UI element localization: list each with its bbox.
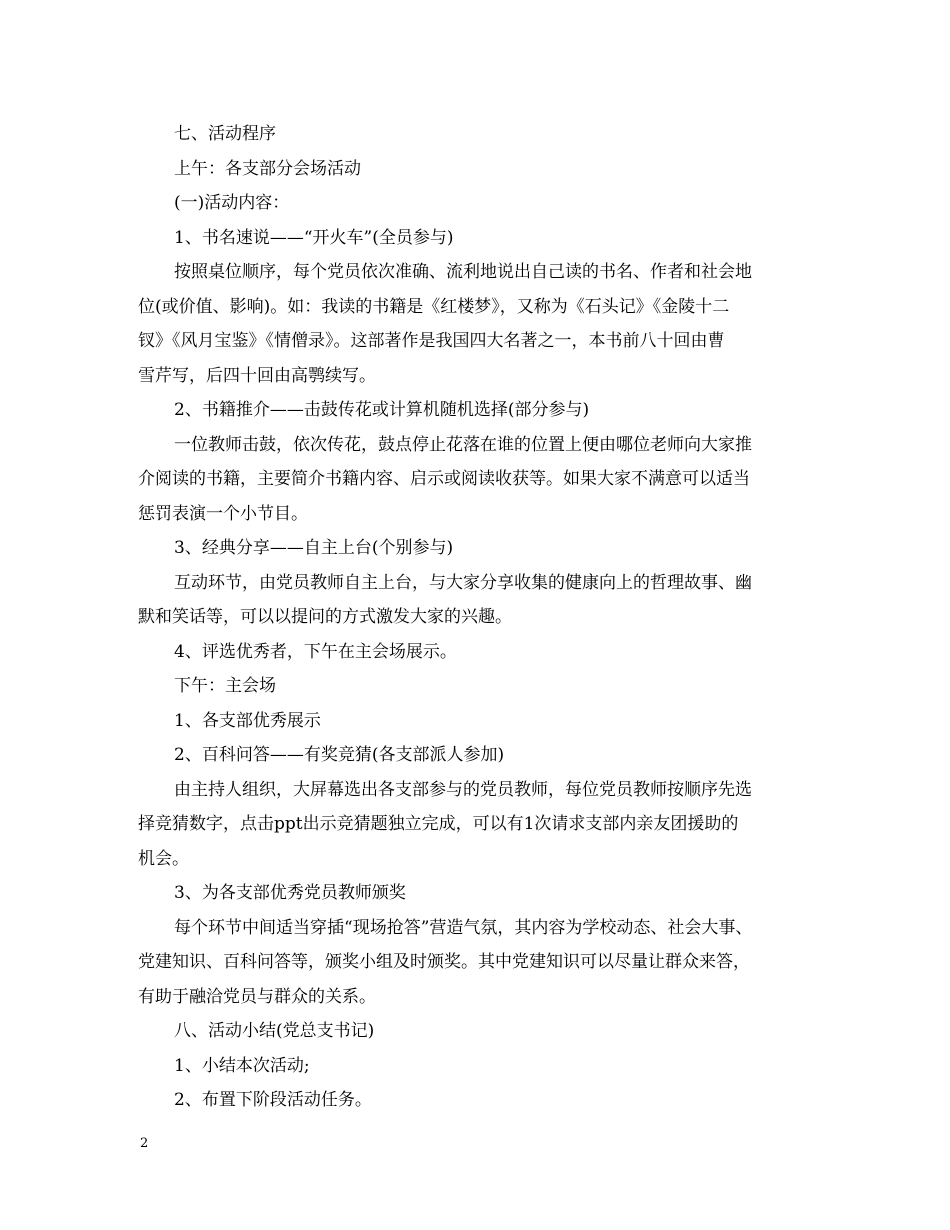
item-title-book-names: 1、书名速说——“开火车”(全员参与) — [174, 227, 454, 248]
paragraph-line: 党建知识、百科问答等，颁奖小组及时颁奖。其中党建知识可以尽量让群众来答， — [138, 952, 750, 972]
item-title-classic-sharing: 3、经典分享——自主上台(个别参与) — [174, 538, 454, 558]
paragraph-line: 按照桌位顺序，每个党员依次准确、流利地说出自己读的书名、作者和社会地 — [174, 262, 752, 282]
item-title-summarize: 1、小结本次活动; — [174, 1055, 310, 1076]
paragraph-line: 互动环节，由党员教师自主上台，与大家分享收集的健康向上的哲理故事、幽 — [174, 572, 752, 593]
item-title-awards: 3、为各支部优秀党员教师颁奖 — [174, 883, 406, 903]
subheading-morning: 上午：各支部分会场活动 — [174, 158, 361, 179]
paragraph-line: 由主持人组织，大屏幕选出各支部参与的党员教师，每位党员教师按顺序先选 — [174, 779, 752, 800]
item-title-select-excellent: 4、评选优秀者，下午在主会场展示。 — [174, 641, 457, 662]
subheading-activity-content: (一)活动内容： — [174, 193, 290, 213]
paragraph-line: 一位教师击鼓，依次传花，鼓点停止花落在谁的位置上便由哪位老师向大家推 — [174, 434, 752, 455]
paragraph-line: 介阅读的书籍，主要简介书籍内容、启示或阅读收获等。如果大家不满意可以适当 — [138, 469, 750, 489]
paragraph-line: 择竞猜数字，点击ppt出示竞猜题独立完成，可以有1次请求支部内亲友团援助的 — [138, 814, 739, 834]
page-number: 2 — [140, 1136, 149, 1151]
section-heading-summary: 八、活动小结(党总支书记) — [174, 1021, 375, 1041]
paragraph-line: 雪芹写，后四十回由高鹗续写。 — [138, 365, 376, 386]
paragraph-line: 机会。 — [138, 848, 189, 869]
document-body — [138, 117, 818, 1118]
paragraph-line: 钗》《风月宝鉴》《情僧录》。这部著作是我国四大名著之一，本书前八十回由曹 — [138, 331, 725, 351]
paragraph-line: 每个环节中间适当穿插“现场抢答”营造气氛，其内容为学校动态、社会大事、 — [174, 917, 753, 938]
subheading-afternoon: 下午：主会场 — [174, 676, 276, 696]
paragraph-line: 默和笑话等，可以以提问的方式激发大家的兴趣。 — [138, 607, 512, 627]
paragraph-line: 惩罚表演一个小节目。 — [138, 503, 308, 524]
section-heading-activity-program: 七、活动程序 — [174, 124, 276, 144]
item-title-branch-showcase: 1、各支部优秀展示 — [174, 710, 321, 731]
item-title-quiz: 2、百科问答——有奖竞猜(各支部派人参加) — [174, 745, 505, 765]
paragraph-line: 有助于融洽党员与群众的关系。 — [138, 986, 376, 1007]
item-title-next-tasks: 2、布置下阶段活动任务。 — [174, 1090, 372, 1110]
paragraph-line: 位(或价值、影响)。如：我读的书籍是《红楼梦》，又称为《石头记》《金陵十二 — [138, 296, 730, 317]
item-title-book-recommendation: 2、书籍推介——击鼓传花或计算机随机选择(部分参与) — [174, 400, 590, 420]
